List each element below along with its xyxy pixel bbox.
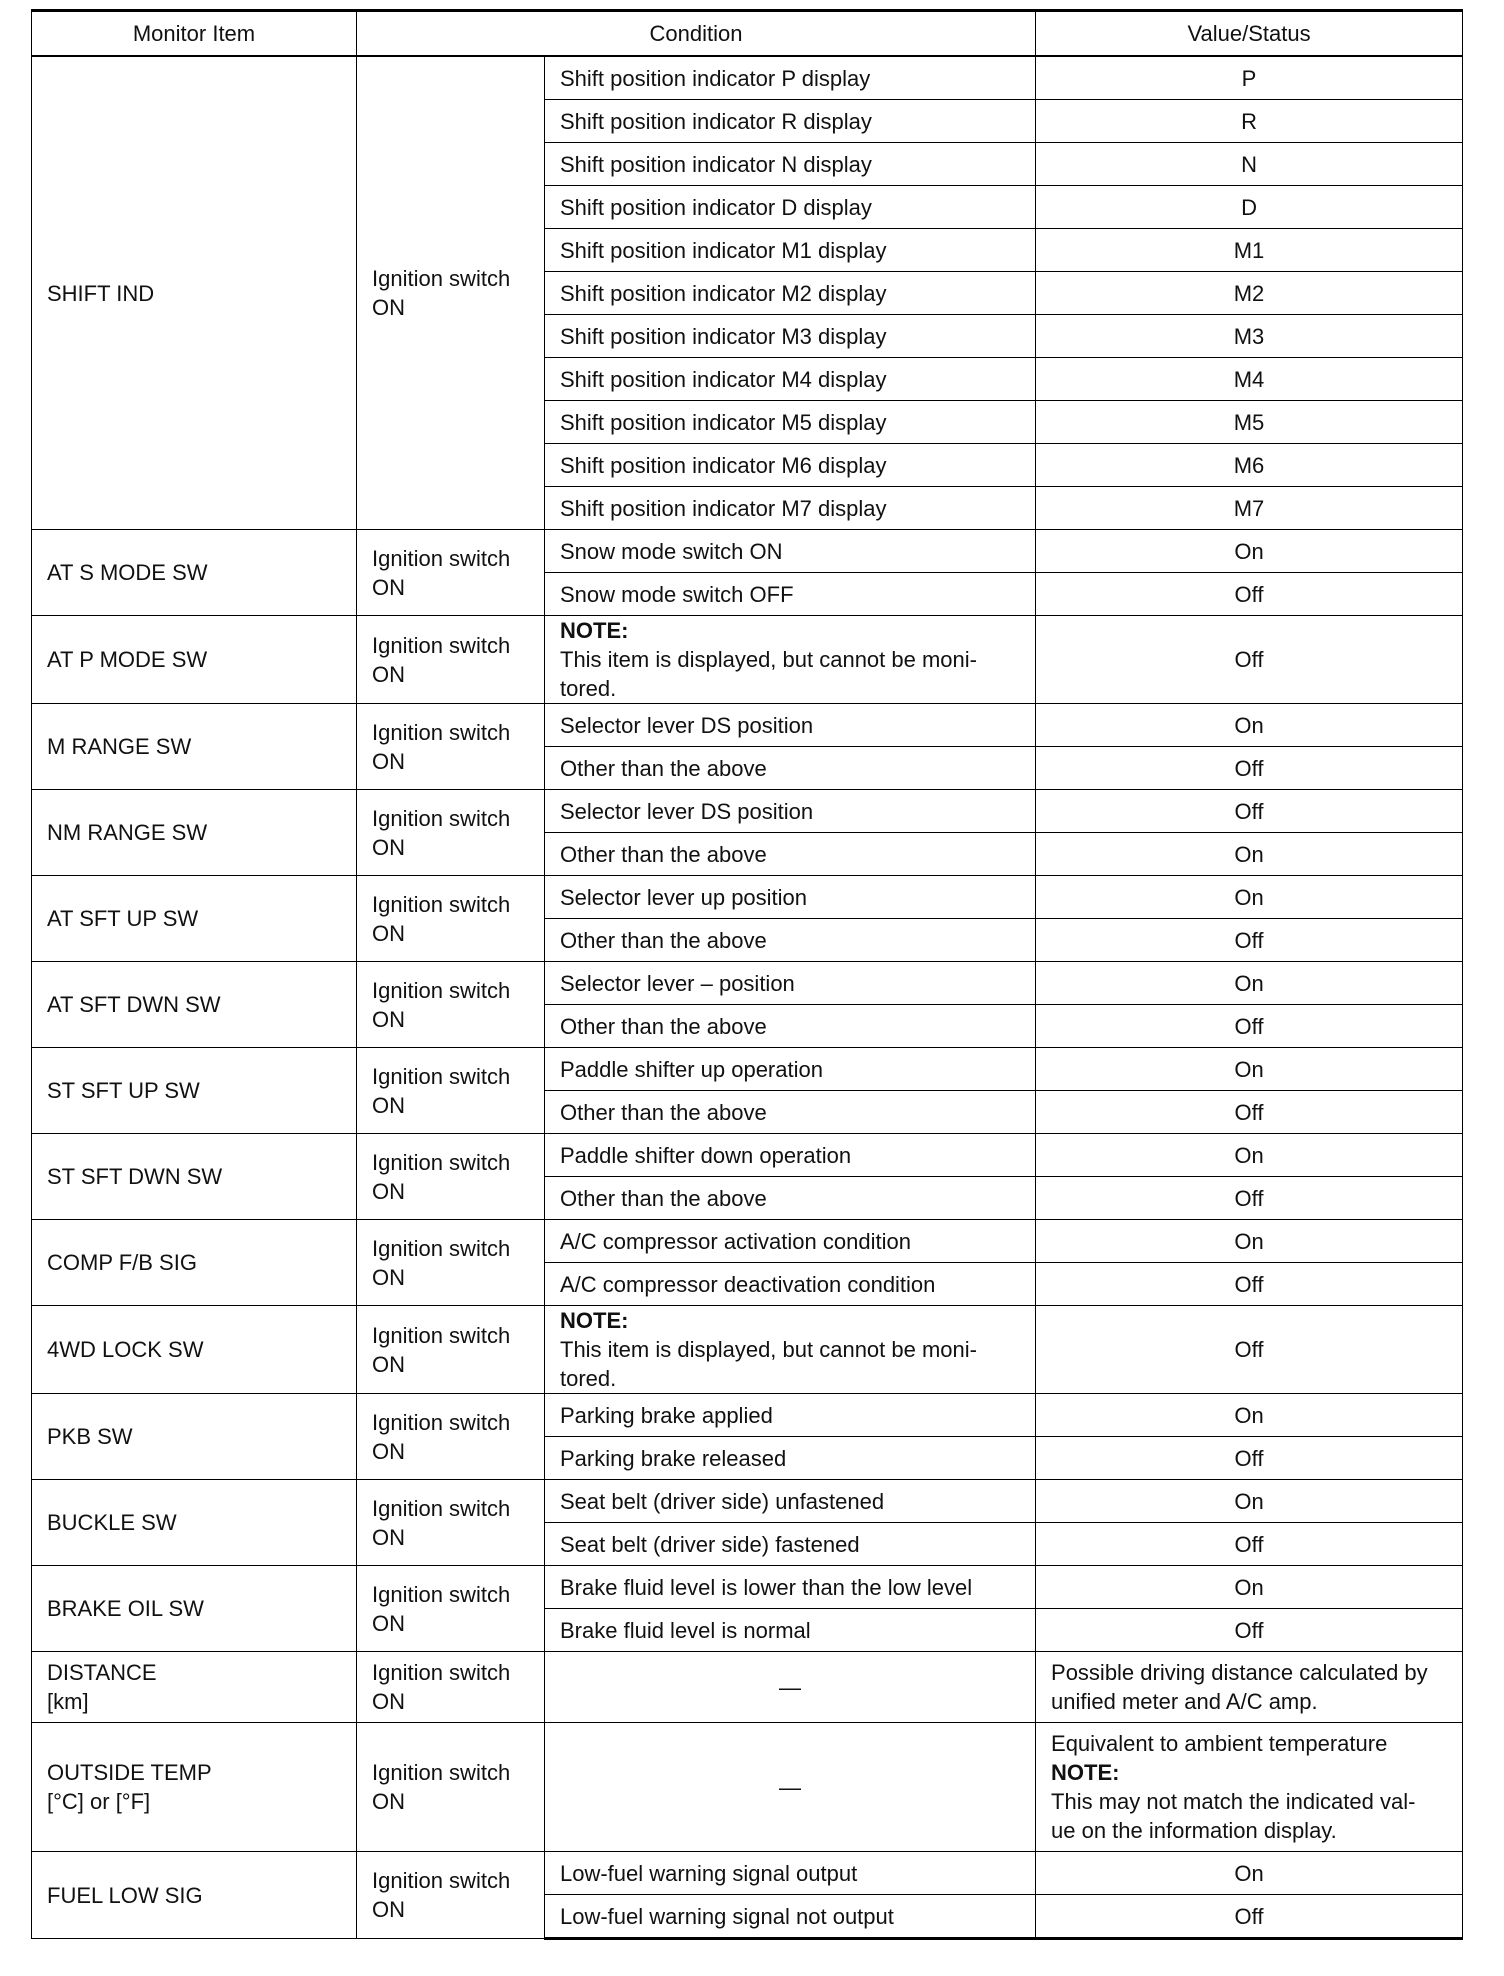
ignition-on-label: ON <box>372 1178 405 1204</box>
monitor-item-cell <box>32 1852 357 1939</box>
value-status-cell <box>1036 56 1463 100</box>
condition-ignition-cell <box>357 1566 545 1652</box>
monitor-item-label: ST SFT DWN SW <box>47 1164 223 1189</box>
value-text: Off <box>1234 798 1264 824</box>
value-status-cell <box>1036 1852 1463 1895</box>
ignition-switch-label: Ignition switch <box>372 1409 511 1435</box>
table-row <box>32 1394 1463 1437</box>
value-text: On <box>1234 538 1264 564</box>
value-status-cell <box>1036 1306 1463 1394</box>
ignition-switch-label: Ignition switch <box>372 1581 511 1607</box>
value-status-cell <box>1036 876 1463 919</box>
value-text: M7 <box>1233 495 1265 521</box>
value-text-line: unified meter and A/C amp. <box>1051 1689 1318 1714</box>
condition-detail-cell <box>545 1048 1036 1091</box>
value-status-cell <box>1036 1609 1463 1652</box>
condition-ignition-cell <box>357 616 545 704</box>
condition-text: Selector lever – position <box>560 970 795 996</box>
value-status-cell <box>1036 1177 1463 1220</box>
value-text: Off <box>1234 1099 1264 1125</box>
value-status-cell <box>1036 790 1463 833</box>
condition-text: Shift position indicator R display <box>560 108 872 134</box>
monitor-item-cell <box>32 1394 357 1480</box>
monitor-item-cell <box>32 1306 357 1394</box>
condition-dash-cell <box>545 1723 1036 1852</box>
condition-text: Other than the above <box>560 755 767 781</box>
condition-text: Seat belt (driver side) fastened <box>560 1531 860 1557</box>
condition-detail-cell <box>545 1394 1036 1437</box>
value-text: On <box>1234 884 1264 910</box>
condition-ignition-cell <box>357 1048 545 1134</box>
monitor-item-label: AT S MODE SW <box>47 560 208 585</box>
ignition-on-label: ON <box>372 295 405 320</box>
value-text: Off <box>1234 581 1264 607</box>
condition-text: Snow mode switch OFF <box>560 581 794 607</box>
value-text: Off <box>1234 1617 1264 1643</box>
value-status-cell <box>1036 962 1463 1005</box>
value-text: On <box>1234 1574 1264 1600</box>
value-text: Off <box>1234 1903 1264 1929</box>
condition-detail-cell <box>545 1566 1036 1609</box>
condition-text: Shift position indicator M1 display <box>560 237 887 263</box>
condition-text: Shift position indicator M2 display <box>560 280 887 306</box>
ignition-on-label: ON <box>372 1351 405 1377</box>
condition-ignition-cell <box>357 1306 545 1394</box>
note-text-line: tored. <box>560 1366 617 1391</box>
ignition-switch-label: Ignition switch <box>372 1235 511 1261</box>
value-text: Off <box>1234 1185 1264 1211</box>
value-text: Off <box>1234 927 1264 953</box>
value-text: On <box>1234 1488 1264 1514</box>
condition-text: Shift position indicator M7 display <box>560 495 887 521</box>
monitor-item-table <box>31 9 1463 1940</box>
ignition-on-label: ON <box>372 1789 405 1814</box>
header-value-status: Value/Status <box>1036 11 1463 57</box>
value-status-cell <box>1036 1091 1463 1134</box>
condition-text: Shift position indicator P display <box>560 65 871 91</box>
table-row <box>32 1652 1463 1723</box>
value-status-cell <box>1036 1652 1463 1723</box>
condition-detail-cell <box>545 358 1036 401</box>
value-text: Off <box>1234 755 1264 781</box>
condition-detail-cell <box>545 962 1036 1005</box>
table-row <box>32 1566 1463 1609</box>
condition-detail-cell <box>545 1609 1036 1652</box>
condition-text: Other than the above <box>560 927 767 953</box>
value-status-cell <box>1036 919 1463 962</box>
dash-text: — <box>779 1674 801 1700</box>
condition-text: Shift position indicator M3 display <box>560 323 887 349</box>
condition-text: Snow mode switch ON <box>560 538 783 564</box>
monitor-item-label: AT SFT DWN SW <box>47 992 221 1017</box>
condition-note-cell <box>545 616 1036 704</box>
condition-text: Selector lever up position <box>560 884 808 910</box>
value-status-cell <box>1036 704 1463 747</box>
condition-detail-cell <box>545 143 1036 186</box>
condition-detail-cell <box>545 1091 1036 1134</box>
monitor-item-cell <box>32 616 357 704</box>
ignition-switch-label: Ignition switch <box>372 1063 511 1089</box>
monitor-item-label: COMP F/B SIG <box>47 1250 197 1275</box>
table-row <box>32 876 1463 919</box>
condition-text: Shift position indicator M6 display <box>560 452 887 478</box>
ignition-on-label: ON <box>372 574 405 600</box>
condition-detail-cell <box>545 790 1036 833</box>
condition-detail-cell <box>545 876 1036 919</box>
value-text: R <box>1241 108 1257 134</box>
value-status-cell <box>1036 1048 1463 1091</box>
value-text: Off <box>1234 1337 1264 1362</box>
value-status-cell <box>1036 1437 1463 1480</box>
monitor-item-cell <box>32 1048 357 1134</box>
condition-text: Paddle shifter down operation <box>560 1142 852 1168</box>
value-status-cell <box>1036 616 1463 704</box>
condition-detail-cell <box>545 1523 1036 1566</box>
condition-detail-cell <box>545 56 1036 100</box>
table-header-row <box>32 11 1463 57</box>
value-text: On <box>1234 841 1264 867</box>
monitor-item-label: OUTSIDE TEMP <box>47 1760 212 1785</box>
condition-text: A/C compressor activation condition <box>560 1228 911 1254</box>
condition-detail-cell <box>545 100 1036 143</box>
ignition-on-label: ON <box>372 748 405 774</box>
header-condition: Condition <box>357 11 1036 57</box>
condition-detail-cell <box>545 487 1036 530</box>
value-status-cell <box>1036 143 1463 186</box>
value-text: On <box>1234 1142 1264 1168</box>
condition-detail-cell <box>545 1895 1036 1939</box>
ignition-switch-label: Ignition switch <box>372 977 511 1003</box>
table-row <box>32 1048 1463 1091</box>
value-status-cell <box>1036 1895 1463 1939</box>
monitor-item-cell <box>32 962 357 1048</box>
condition-detail-cell <box>545 186 1036 229</box>
table-row <box>32 1306 1463 1394</box>
ignition-switch-label: Ignition switch <box>372 1495 511 1521</box>
ignition-switch-label: Ignition switch <box>372 1760 511 1785</box>
value-text: Off <box>1234 1445 1264 1471</box>
monitor-item-cell <box>32 1566 357 1652</box>
monitor-item-cell <box>32 56 357 530</box>
condition-detail-cell <box>545 704 1036 747</box>
table-row <box>32 56 1463 100</box>
table-row <box>32 616 1463 704</box>
condition-text: Other than the above <box>560 1013 767 1039</box>
ignition-on-label: ON <box>372 920 405 946</box>
monitor-item-cell <box>32 876 357 962</box>
condition-detail-cell <box>545 1177 1036 1220</box>
value-status-cell <box>1036 573 1463 616</box>
monitor-item-cell <box>32 1652 357 1723</box>
ignition-on-label: ON <box>372 1006 405 1032</box>
table-row <box>32 1852 1463 1895</box>
monitor-item-label: SHIFT IND <box>47 280 155 306</box>
ignition-on-label: ON <box>372 661 405 687</box>
condition-ignition-cell <box>357 876 545 962</box>
condition-detail-cell <box>545 747 1036 790</box>
condition-detail-cell <box>545 530 1036 573</box>
ignition-on-label: ON <box>372 1524 405 1550</box>
monitor-item-label: M RANGE SW <box>47 734 192 759</box>
condition-text: Parking brake applied <box>560 1402 773 1428</box>
condition-ignition-cell <box>357 1394 545 1480</box>
condition-note-cell <box>545 1306 1036 1394</box>
condition-ignition-cell <box>357 962 545 1048</box>
condition-text: A/C compressor deactivation condition <box>560 1271 936 1297</box>
condition-text: Brake fluid level is lower than the low level <box>560 1574 973 1600</box>
value-status-cell <box>1036 444 1463 487</box>
value-text-line: ue on the information display. <box>1051 1818 1337 1843</box>
ignition-switch-label: Ignition switch <box>372 632 511 658</box>
value-text: P <box>1241 65 1257 91</box>
condition-detail-cell <box>545 1134 1036 1177</box>
ignition-on-label: ON <box>372 1610 405 1636</box>
condition-text: Paddle shifter up operation <box>560 1056 823 1082</box>
table-row <box>32 530 1463 573</box>
condition-text: Low-fuel warning signal not output <box>560 1903 894 1929</box>
value-status-cell <box>1036 100 1463 143</box>
monitor-item-cell <box>32 1134 357 1220</box>
ignition-on-label: ON <box>372 834 405 860</box>
value-status-cell <box>1036 487 1463 530</box>
condition-detail-cell <box>545 1852 1036 1895</box>
value-text-line: Possible driving distance calculated by <box>1051 1660 1428 1685</box>
table-row <box>32 704 1463 747</box>
table-row <box>32 1723 1463 1852</box>
condition-text: Other than the above <box>560 841 767 867</box>
condition-detail-cell <box>545 444 1036 487</box>
value-status-cell <box>1036 747 1463 790</box>
condition-text: Brake fluid level is normal <box>560 1617 811 1643</box>
monitor-item-label: NM RANGE SW <box>47 820 208 845</box>
value-text: On <box>1234 1860 1264 1886</box>
ignition-switch-label: Ignition switch <box>372 891 511 917</box>
monitor-item-label: AT P MODE SW <box>47 647 208 672</box>
value-status-cell <box>1036 1566 1463 1609</box>
value-status-cell <box>1036 1220 1463 1263</box>
value-text: N <box>1241 151 1257 177</box>
condition-detail-cell <box>545 229 1036 272</box>
value-text: M3 <box>1233 323 1265 349</box>
monitor-item-label: 4WD LOCK SW <box>47 1337 204 1362</box>
ignition-switch-label: Ignition switch <box>372 719 511 745</box>
condition-dash-cell <box>545 1652 1036 1723</box>
condition-ignition-cell <box>357 1723 545 1852</box>
condition-ignition-cell <box>357 1652 545 1723</box>
condition-detail-cell <box>545 401 1036 444</box>
value-status-cell <box>1036 272 1463 315</box>
condition-detail-cell <box>545 1005 1036 1048</box>
monitor-item-cell <box>32 1220 357 1306</box>
condition-ignition-cell <box>357 530 545 616</box>
condition-ignition-cell <box>357 56 545 530</box>
condition-ignition-cell <box>357 1134 545 1220</box>
value-text: On <box>1234 712 1264 738</box>
monitor-item-cell <box>32 1480 357 1566</box>
condition-detail-cell <box>545 1263 1036 1306</box>
condition-text: Shift position indicator N display <box>560 151 872 177</box>
value-status-cell <box>1036 1723 1463 1852</box>
condition-ignition-cell <box>357 704 545 790</box>
value-status-cell <box>1036 401 1463 444</box>
condition-ignition-cell <box>357 1220 545 1306</box>
table-row <box>32 1220 1463 1263</box>
ignition-switch-label: Ignition switch <box>372 805 511 831</box>
value-text: M5 <box>1233 409 1265 435</box>
note-label: NOTE: <box>1051 1760 1120 1785</box>
condition-text: Shift position indicator M4 display <box>560 366 887 392</box>
value-text: M1 <box>1233 237 1265 263</box>
table-body <box>32 56 1463 1939</box>
monitor-item-label: DISTANCE <box>47 1660 157 1685</box>
value-text-line: Equivalent to ambient temperature <box>1051 1731 1388 1756</box>
condition-detail-cell <box>545 919 1036 962</box>
monitor-item-cell <box>32 790 357 876</box>
value-text: D <box>1241 194 1257 220</box>
monitor-item-label: AT SFT UP SW <box>47 906 199 931</box>
condition-detail-cell <box>545 1220 1036 1263</box>
condition-text: Other than the above <box>560 1099 767 1125</box>
value-status-cell <box>1036 1480 1463 1523</box>
value-status-cell <box>1036 1263 1463 1306</box>
value-status-cell <box>1036 1394 1463 1437</box>
value-status-cell <box>1036 1005 1463 1048</box>
table-row <box>32 1134 1463 1177</box>
condition-text: Low-fuel warning signal output <box>560 1860 858 1886</box>
value-text: M6 <box>1233 452 1265 478</box>
monitor-item-cell <box>32 530 357 616</box>
condition-detail-cell <box>545 1437 1036 1480</box>
monitor-item-cell <box>32 1723 357 1852</box>
dash-text: — <box>779 1774 801 1800</box>
note-text-line: tored. <box>560 676 617 701</box>
value-status-cell <box>1036 186 1463 229</box>
value-text: On <box>1234 1402 1264 1428</box>
value-text: On <box>1234 970 1264 996</box>
condition-ignition-cell <box>357 1480 545 1566</box>
condition-detail-cell <box>545 315 1036 358</box>
ignition-switch-label: Ignition switch <box>372 545 511 571</box>
ignition-switch-label: Ignition switch <box>372 1660 511 1685</box>
condition-text: Shift position indicator D display <box>560 194 872 220</box>
ignition-on-label: ON <box>372 1092 405 1118</box>
monitor-item-label: FUEL LOW SIG <box>47 1882 203 1908</box>
condition-text: Shift position indicator M5 display <box>560 409 887 435</box>
value-text: M2 <box>1233 280 1265 306</box>
monitor-item-unit: [km] <box>47 1689 89 1714</box>
condition-ignition-cell <box>357 790 545 876</box>
ignition-switch-label: Ignition switch <box>372 266 511 291</box>
value-text: On <box>1234 1228 1264 1254</box>
ignition-on-label: ON <box>372 1264 405 1290</box>
ignition-switch-label: Ignition switch <box>372 1868 511 1893</box>
condition-detail-cell <box>545 833 1036 876</box>
condition-text: Parking brake released <box>560 1445 787 1471</box>
header-monitor-item: Monitor Item <box>32 11 357 57</box>
value-status-cell <box>1036 1523 1463 1566</box>
monitor-item-label: ST SFT UP SW <box>47 1078 200 1103</box>
monitor-item-unit: [°C] or [°F] <box>47 1789 151 1814</box>
condition-detail-cell <box>545 573 1036 616</box>
condition-text: Seat belt (driver side) unfastened <box>560 1488 885 1514</box>
monitor-item-label: PKB SW <box>47 1424 133 1449</box>
ignition-switch-label: Ignition switch <box>372 1322 511 1348</box>
table-row <box>32 1480 1463 1523</box>
ignition-on-label: ON <box>372 1897 405 1922</box>
value-text-line: This may not match the indicated val- <box>1051 1789 1416 1814</box>
condition-ignition-cell <box>357 1852 545 1939</box>
value-status-cell <box>1036 315 1463 358</box>
value-status-cell <box>1036 833 1463 876</box>
ignition-on-label: ON <box>372 1438 405 1464</box>
value-status-cell <box>1036 530 1463 573</box>
value-text: Off <box>1234 1271 1264 1297</box>
table-row <box>32 790 1463 833</box>
ignition-on-label: ON <box>372 1689 405 1714</box>
note-label: NOTE: <box>560 1308 629 1333</box>
table-row <box>32 962 1463 1005</box>
value-text: Off <box>1234 1531 1264 1557</box>
ignition-switch-label: Ignition switch <box>372 1149 511 1175</box>
value-text: Off <box>1234 647 1264 672</box>
value-text: Off <box>1234 1013 1264 1039</box>
monitor-item-label: BRAKE OIL SW <box>47 1596 204 1621</box>
condition-detail-cell <box>545 1480 1036 1523</box>
value-status-cell <box>1036 229 1463 272</box>
condition-detail-cell <box>545 272 1036 315</box>
monitor-item-cell <box>32 704 357 790</box>
condition-text: Selector lever DS position <box>560 798 814 824</box>
value-status-cell <box>1036 358 1463 401</box>
condition-text: Other than the above <box>560 1185 767 1211</box>
condition-text: Selector lever DS position <box>560 712 814 738</box>
note-text-line: This item is displayed, but cannot be moni- <box>560 647 977 672</box>
monitor-item-label: BUCKLE SW <box>47 1510 177 1535</box>
note-text-line: This item is displayed, but cannot be moni- <box>560 1337 977 1362</box>
value-text: M4 <box>1233 366 1265 392</box>
value-text: On <box>1234 1056 1264 1082</box>
value-status-cell <box>1036 1134 1463 1177</box>
note-label: NOTE: <box>560 618 629 643</box>
